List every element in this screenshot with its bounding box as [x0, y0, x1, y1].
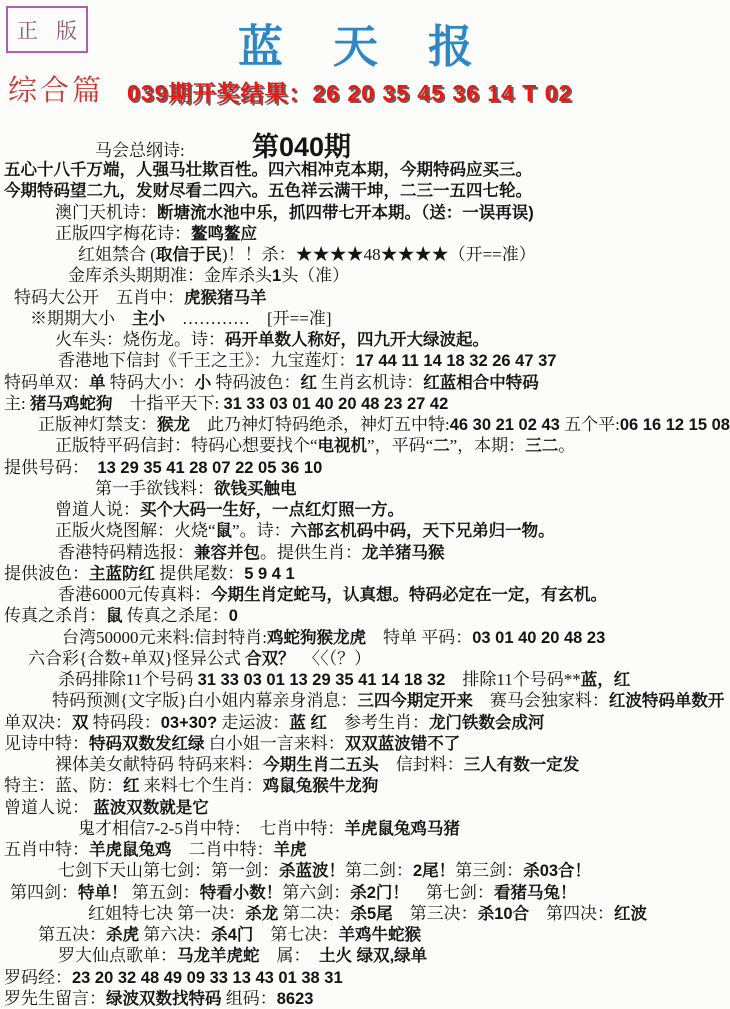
- edition-badge: [6, 6, 95, 53]
- tip-label: 特码大小：: [105, 372, 195, 392]
- tip-value: 主蓝防红: [89, 564, 155, 583]
- tip-value: 龙羊猪马猴: [362, 543, 445, 562]
- tip-label: 。: [558, 436, 576, 456]
- tip-value: 03+30?: [160, 713, 218, 732]
- text-line: [0, 202, 730, 223]
- tip-label: 信封料：: [378, 755, 464, 774]
- tip-label: 五个平:: [559, 415, 620, 434]
- tip-label: 第六剑：: [282, 882, 351, 902]
- tip-label: 特码段：: [88, 712, 161, 732]
- tip-value: 杀虎: [106, 926, 139, 944]
- tip-label: 七剑下天山第七剑：第一剑：: [58, 861, 279, 881]
- tip-label: 参考生肖：: [327, 712, 430, 732]
- text-line: [0, 499, 730, 520]
- tip-value: 鼠: [106, 607, 123, 626]
- tip-label: 曾道人说：: [4, 797, 94, 817]
- text-line: [0, 350, 730, 371]
- tip-value: 杀蓝波！: [279, 862, 345, 881]
- tip-label: 二肖中特：: [171, 840, 274, 859]
- text-line: [0, 308, 730, 329]
- tip-value: 红: [123, 777, 140, 796]
- tip-value: 六部玄机码中码，天下兄弟归一物。: [290, 522, 555, 541]
- tip-value: 断塘流水池中乐，抓四带七开本期。（送：一误再误): [157, 203, 534, 222]
- tip-label: 罗码经：: [4, 967, 72, 987]
- tip-value: 17 44 11 14 18 32 26 47 37: [355, 352, 557, 371]
- tip-label: ”，平码“: [367, 436, 434, 456]
- tip-label: 头（准）: [281, 266, 350, 286]
- tip-value: 23 20 32 48 49 09 33 13 43 01 38 31: [72, 968, 343, 987]
- text-line: [0, 733, 730, 754]
- tip-label: 红姐特七决 第一决：: [88, 903, 246, 923]
- tip-value: 杀10合: [477, 904, 530, 923]
- tip-label: 第二剑：: [345, 861, 413, 881]
- tip-value: 今期特码望二九，发财尽看二四六。五色祥云满干坤，二三一五四七轮。: [4, 182, 532, 201]
- tip-value: 特单！: [78, 883, 128, 902]
- tip-value: 46 30 21 02 43: [449, 416, 560, 434]
- tip-value: 三二: [525, 437, 559, 456]
- tip-value: 03 01 40 20 48 23: [472, 628, 606, 647]
- tip-label: 此乃神灯特码绝杀，神灯五中特:: [190, 415, 450, 434]
- tip-label: 特码单双：: [4, 372, 89, 392]
- tip-label: 杀码排除11个号码: [58, 670, 198, 689]
- tip-label: 特主：蓝、防：: [4, 776, 123, 796]
- tip-label: 正版神灯禁支：: [38, 415, 157, 434]
- tip-value: 码开单数人称好，四九开大绿波起。: [225, 331, 489, 349]
- tip-value: 13 29 35 41 28 07 22 05 36 10: [97, 458, 323, 477]
- tip-value: 红波: [614, 904, 648, 923]
- tip-value: 二: [433, 437, 450, 456]
- tip-label: 走运波：: [217, 712, 290, 732]
- tip-label: 第七剑：: [408, 882, 494, 902]
- text-line: [0, 669, 730, 690]
- tip-label: 五肖中特：: [4, 840, 89, 859]
- tip-label: 特码波色：: [211, 372, 301, 392]
- text-line: [0, 903, 730, 924]
- previous-draw-result: 039期开奖结果：26 20 35 45 36 14 T 02: [127, 80, 573, 106]
- tip-value: 红蓝相合中特码: [423, 373, 539, 392]
- text-line: [0, 690, 730, 711]
- tip-value: 兼容并包: [194, 543, 260, 562]
- text-line: [0, 797, 730, 818]
- tip-label: 〈〈（？）: [294, 648, 372, 668]
- tip-label: 金库杀头期期准：金库杀头: [68, 266, 272, 286]
- tip-label: 传真之杀尾：: [122, 606, 229, 626]
- tip-value: 看猪马兔！: [493, 883, 577, 902]
- tip-value: 土火 绿双,绿单: [319, 947, 428, 966]
- text-line: [0, 223, 730, 244]
- tip-label: 第六决：: [139, 925, 212, 944]
- tip-label: 第三剑：: [455, 861, 524, 881]
- tip-label: 提供号码：: [4, 457, 98, 477]
- tip-label: 特码预测{文字版}白小姐内幕亲身消息：: [52, 691, 358, 711]
- tip-label: 裸体美女献特码 特码来料：: [55, 755, 264, 774]
- tip-value: 0: [228, 607, 238, 626]
- tip-value: 三四今期定开来: [357, 692, 473, 711]
- tip-label: 第二决：: [278, 903, 351, 923]
- tip-label: 正版特平码信封：特码心想要找个“: [55, 436, 318, 456]
- tip-label: 。提供生肖：: [260, 542, 362, 562]
- text-line: [0, 775, 730, 796]
- tip-value: 马龙羊虎蛇: [177, 947, 260, 966]
- tip-value: 杀5尾: [350, 904, 393, 923]
- text-line: [0, 542, 730, 563]
- text-line: [0, 329, 730, 350]
- text-line: [0, 754, 730, 775]
- text-line: [0, 818, 730, 839]
- tip-label: 六合彩{合数+单双}怪异公式: [28, 648, 246, 668]
- body-lines: [0, 159, 730, 1009]
- tip-value: 杀03合！: [523, 862, 592, 881]
- tip-value: 鸡蛇狗猴龙虎: [266, 628, 366, 647]
- tip-value: 绿波双数找特码: [106, 989, 222, 1008]
- tip-label: 特码大公开 五肖中：: [14, 287, 184, 307]
- section-title: 综合篇: [8, 75, 105, 107]
- tip-value: 蓝 红: [289, 713, 328, 732]
- tip-label: 提供尾数：: [155, 563, 245, 583]
- tip-label: 第四剑：: [10, 882, 78, 902]
- tip-value: 鳌鸣鳌应: [191, 224, 257, 243]
- tip-label: ※期期大小: [30, 308, 132, 328]
- tip-value: 06 16 12 15 08: [619, 416, 730, 434]
- tip-label: 排除11个号码**: [445, 670, 581, 689]
- tip-label: 火车头：烧伤龙。诗：: [55, 330, 225, 349]
- tip-label: 第三决：: [392, 903, 478, 923]
- tip-label: 香港6000元传真料：: [58, 585, 211, 604]
- tip-label: 鬼才相信7-2-5肖中特： 七肖中特：: [78, 818, 345, 838]
- tip-label: 罗大仙点歌单：: [58, 946, 177, 966]
- tip-value: 主小: [132, 309, 165, 328]
- tip-label: 见诗中特：: [4, 733, 89, 753]
- tip-label: 白小姐一言来料：: [204, 733, 345, 753]
- text-line: [0, 180, 730, 201]
- tip-value: 羊虎: [273, 841, 307, 859]
- text-line: [0, 712, 730, 733]
- text-line: [0, 988, 730, 1009]
- tip-value: 小: [194, 373, 212, 392]
- text-line: [0, 457, 730, 478]
- tip-value: 鼠: [215, 522, 233, 541]
- text-line: [0, 924, 730, 945]
- tip-label: 单双决：: [4, 712, 72, 732]
- tip-value: 红波特码单数开: [608, 692, 725, 711]
- guide-poem-label: 马会总纲诗:: [95, 141, 185, 160]
- tip-value: 双双蓝波错不了: [344, 734, 461, 753]
- tip-value: 特码双数发红绿: [89, 734, 205, 753]
- text-line: [0, 414, 730, 435]
- text-line: [0, 265, 730, 286]
- page-title: 蓝天报: [238, 22, 524, 72]
- text-line: [0, 882, 730, 903]
- tip-value: 5 9 4 1: [244, 564, 295, 583]
- tip-label: 第五剑：: [127, 882, 200, 902]
- tip-value: 蓝，红: [580, 671, 631, 689]
- tip-value: 特看小数！: [199, 883, 283, 902]
- tip-value: 虎猴猪马羊: [184, 288, 267, 307]
- tip-value: 31 33 03 01 13 29 35 41 14 18 32: [197, 671, 446, 689]
- tip-value: 取信于民: [155, 246, 222, 264]
- tip-value: 1: [272, 267, 282, 286]
- tip-value: 羊鸡牛蛇猴: [338, 926, 421, 944]
- text-line: [0, 605, 730, 626]
- tip-value: 今期生肖二五头: [263, 756, 379, 774]
- text-line: [0, 627, 730, 648]
- tip-label: 第一手欲钱料：: [95, 478, 214, 498]
- tip-label: 澳门天机诗：: [55, 202, 157, 222]
- tip-label: （开==准）: [448, 245, 536, 264]
- tip-value: 鸡鼠兔猴牛龙狗: [262, 777, 379, 796]
- tip-label: 第五决：: [38, 925, 106, 944]
- tip-value: 龙门铁数会成河: [429, 713, 545, 732]
- tip-value: 8623: [276, 989, 314, 1008]
- tip-label: 属：: [259, 946, 319, 966]
- tip-value: 31 33 03 01 40 20 48 23 27 42: [223, 394, 449, 413]
- text-line: [0, 860, 730, 881]
- tip-value: 三人有数一定发: [463, 756, 580, 774]
- tip-label: 生肖玄机诗：: [317, 372, 424, 392]
- tip-value: 合双？: [245, 649, 295, 668]
- tip-value: 羊虎鼠兔鸡: [89, 841, 172, 859]
- text-line: [0, 648, 730, 669]
- text-line: [0, 520, 730, 541]
- tip-label: 香港地下信封《千王之王》：九宝莲灯：: [58, 351, 356, 371]
- tip-label: 正版四字梅花诗：: [55, 223, 191, 243]
- text-line: [0, 287, 730, 308]
- tip-value: 杀龙: [245, 904, 279, 923]
- text-line: [0, 945, 730, 966]
- edition-badge-label: 正版: [17, 18, 95, 43]
- text-line: [0, 244, 730, 265]
- tip-value: 单: [89, 373, 106, 392]
- tip-label: 罗先生留言：: [4, 988, 106, 1008]
- tip-label: ★★★★48★★★★: [295, 245, 449, 264]
- tip-label: 香港特码精选报：: [58, 542, 194, 562]
- tip-value: 欲钱买触电: [214, 479, 297, 498]
- tip-value: 猴龙: [157, 416, 190, 434]
- tip-label: 第七决：: [253, 925, 339, 944]
- issue-number: 第040期: [252, 132, 352, 162]
- tip-label: 第四决：: [529, 903, 615, 923]
- tip-value: 电视机: [317, 437, 368, 456]
- tip-label: ”，本期：: [449, 436, 526, 456]
- tip-value: 2尾！: [413, 862, 456, 881]
- text-line: [0, 584, 730, 605]
- text-line: [0, 478, 730, 499]
- tip-label: 赛马会独家料：: [472, 691, 609, 711]
- tip-label: 特单 平码：: [365, 627, 473, 647]
- text-line: [0, 393, 730, 414]
- tip-label: 红姐禁合 (: [78, 245, 156, 264]
- text-line: [0, 839, 730, 860]
- tip-value: 红: [300, 373, 317, 392]
- tip-value: 猪马鸡蛇狗: [29, 394, 113, 413]
- text-line: [0, 435, 730, 456]
- tip-label: ………… [开==准]: [165, 308, 332, 328]
- tip-label: 提供波色：: [4, 563, 89, 583]
- tip-label: 十指平天下:: [112, 393, 224, 413]
- tip-value: 双: [72, 713, 89, 732]
- tip-value: 蓝波双数就是它: [93, 798, 209, 817]
- tip-value: 杀4门: [211, 926, 254, 944]
- tip-label: 曾道人说：: [55, 500, 140, 519]
- tip-label: 组码：: [221, 988, 277, 1008]
- tip-label: 来料七个生肖：: [139, 776, 263, 796]
- text-line: [0, 159, 730, 180]
- text-line: [0, 967, 730, 988]
- tip-label: 正版火烧图解：火烧“: [55, 521, 216, 541]
- tip-label: 台湾50000元来料:信封特肖:: [62, 627, 267, 647]
- tip-label: 主:: [4, 393, 30, 413]
- text-line: [0, 372, 730, 393]
- tip-label: )！！杀：: [221, 245, 296, 264]
- tip-value: 羊虎鼠兔鸡马猪: [344, 819, 460, 838]
- tip-value: 杀2门！: [350, 883, 409, 902]
- tip-label: ”。诗：: [232, 521, 291, 541]
- tip-label: 传真之杀肖：: [4, 606, 106, 626]
- text-line: [0, 563, 730, 584]
- tip-value: 今期生肖定蛇马，认真想。特码必定在一定，有玄机。: [211, 586, 607, 604]
- tip-value: 五心十八千万端，人强马壮欺百性。四六相冲克本期，今期特码应买三。: [4, 161, 532, 179]
- tip-value: 买个大码一生好，一点红灯照一方。: [140, 501, 404, 519]
